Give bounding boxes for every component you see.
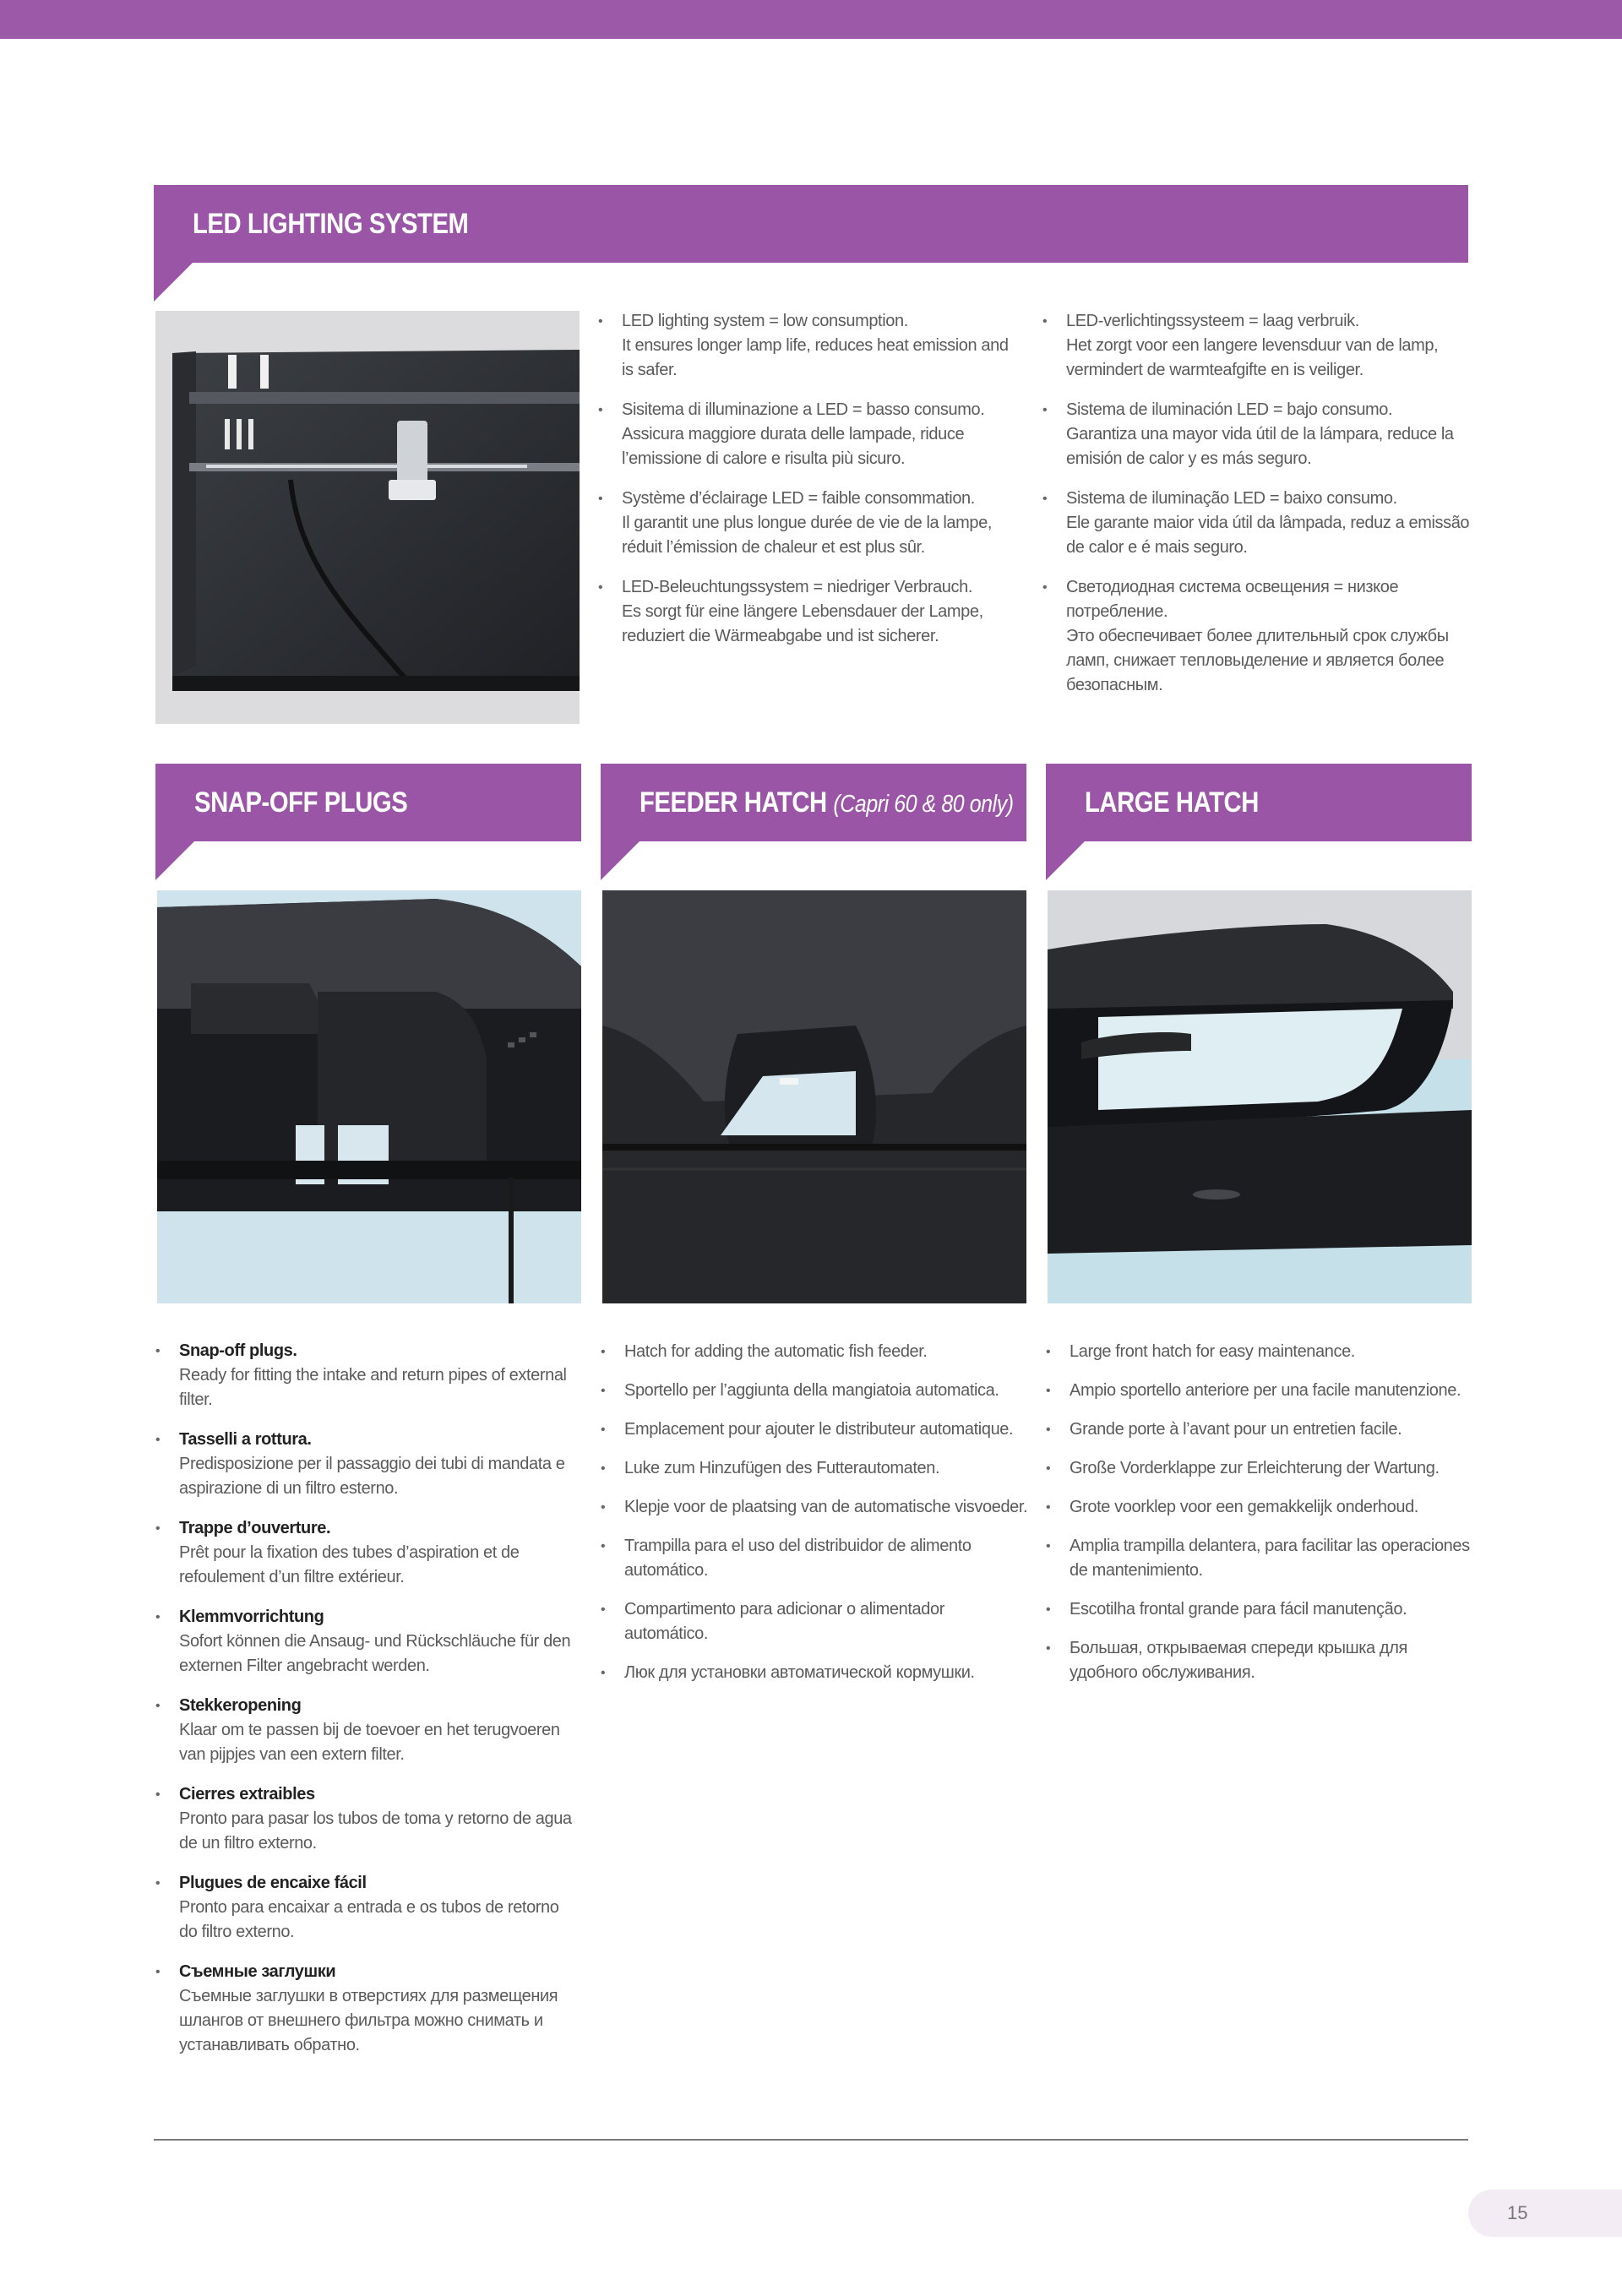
list-item: • Большая, открываемая спереди крышка для удобного обслуживания. xyxy=(1046,1636,1472,1685)
snap-plugs-illustration xyxy=(157,890,581,1303)
section-header-large xyxy=(1046,764,1472,841)
section-title-led: LED LIGHTING SYSTEM xyxy=(193,208,469,240)
list-item: • Stekkeropening Klaar om te passen bij de toevoer en het terugvoeren van pijpjes van een extern filter. xyxy=(155,1694,581,1767)
list-item: • LED-verlichtingssysteem = laag verbruik. Het zorgt voor een langere levensduur van de lamp, vermindert de warmteafgifte en is veiliger. xyxy=(1042,309,1470,383)
led-text-column-1 xyxy=(598,309,1012,664)
list-item: • Système d’éclairage LED = faible consommation. Il garantit une plus longue durée de vie de la lampe, réduit l’émission de chaleur et est plus sûr. xyxy=(598,487,1012,560)
feeder-hatch-illustration xyxy=(602,890,1026,1303)
feeder-hatch-photo xyxy=(602,890,1026,1303)
list-item: • Cierres extraibles Pronto para pasar los tubos de toma y retorno de agua de un filtro externo. xyxy=(155,1782,581,1856)
list-item: • Klemmvorrichtung Sofort können die Ansaug- und Rückschläuche für den externen Filter angebracht werden. xyxy=(155,1605,581,1678)
list-item: • Snap-off plugs. Ready for fitting the intake and return pipes of external filter. xyxy=(155,1339,581,1412)
list-item: • LED lighting system = low consumption. It ensures longer lamp life, reduces heat emission and is safer. xyxy=(598,309,1012,383)
large-hatch-photo xyxy=(1048,890,1472,1303)
list-item: • Светодиодная система освещения = низкое потребление. Это обеспечивает более длительный срок службы ламп, снижает тепловыделение и является более безопасным. xyxy=(1042,575,1470,698)
snap-text-column xyxy=(155,1339,581,2073)
section-title-large: LARGE HATCH xyxy=(1085,786,1259,819)
list-item: • Compartimento para adicionar o alimentador automático. xyxy=(601,1597,1028,1646)
list-item: • Sportello per l’aggiunta della mangiatoia automatica. xyxy=(601,1379,1028,1403)
banner-notch xyxy=(154,263,193,302)
list-item: • Plugues de encaixe fácil Pronto para encaixar a entrada e os tubos de retorno do filtro externo. xyxy=(155,1871,581,1945)
section-title-snap: SNAP-OFF PLUGS xyxy=(194,786,408,819)
list-item: • Klepje voor de plaatsing van de automatische visvoeder. xyxy=(601,1495,1028,1520)
top-accent-bar xyxy=(0,0,1622,39)
list-item: • Grote voorklep voor een gemakkelijk onderhoud. xyxy=(1046,1495,1472,1520)
list-item: • Люк для установки автоматической кормушки. xyxy=(601,1661,1028,1685)
list-item: • Sistema de iluminación LED = bajo consumo. Garantiza una mayor vida útil de la lámpara, reduce la emisión de calor y es más seguro. xyxy=(1042,398,1470,471)
page-number-tab xyxy=(1468,2190,1622,2237)
footer-divider xyxy=(154,2139,1468,2141)
section-subtitle-feeder: (Capri 60 & 80 only) xyxy=(833,791,1014,818)
led-lighting-photo xyxy=(155,311,580,724)
section-header-snap xyxy=(155,764,581,841)
list-item: • Large front hatch for easy maintenance. xyxy=(1046,1340,1472,1364)
list-item: • Luke zum Hinzufügen des Futterautomaten. xyxy=(601,1456,1028,1481)
list-item: • Emplacement pour ajouter le distributeur automatique. xyxy=(601,1417,1028,1442)
snap-off-plugs-photo xyxy=(157,890,581,1303)
page-number: 15 xyxy=(1507,2202,1528,2223)
list-item: • Sistema de iluminação LED = baixo consumo. Ele garante maior vida útil da lâmpada, reduz a emissão de calor e é mais seguro. xyxy=(1042,487,1470,560)
banner-notch xyxy=(601,841,640,880)
list-item: • Grande porte à l’avant pour un entretien facile. xyxy=(1046,1417,1472,1442)
led-text-column-2 xyxy=(1042,309,1470,713)
section-header-led xyxy=(154,185,1468,263)
list-item: • Ampio sportello anteriore per una facile manutenzione. xyxy=(1046,1379,1472,1403)
banner-notch xyxy=(1046,841,1085,880)
list-item: • Trappe d’ouverture. Prêt pour la fixation des tubes d’aspiration et de refoulement d’un filtre extérieur. xyxy=(155,1516,581,1590)
large-hatch-illustration xyxy=(1048,890,1472,1303)
large-text-column xyxy=(1046,1340,1472,1700)
banner-notch xyxy=(155,841,194,880)
list-item: • Съемные заглушки Съемные заглушки в отверстиях для размещения шлангов от внешнего фильтра можно снимать и устанавливать обратно. xyxy=(155,1960,581,2058)
list-item: • Escotilha frontal grande para fácil manutenção. xyxy=(1046,1597,1472,1622)
section-header-feeder xyxy=(601,764,1026,841)
led-lid-illustration xyxy=(155,311,580,724)
list-item: • Hatch for adding the automatic fish feeder. xyxy=(601,1340,1028,1364)
list-item: • LED-Beleuchtungssystem = niedriger Verbrauch. Es sorgt für eine längere Lebensdauer der Lampe, reduziert die Wärmeabgabe und ist sicherer. xyxy=(598,575,1012,649)
list-item: • Sisitema di illuminazione a LED = basso consumo. Assicura maggiore durata delle lampade, riduce l’emissione di calore e risulta più sicuro. xyxy=(598,398,1012,471)
list-item: • Tasselli a rottura. Predisposizione per il passaggio dei tubi di mandata e aspirazione di un filtro esterno. xyxy=(155,1428,581,1501)
list-item: • Amplia trampilla delantera, para facilitar las operaciones de mantenimiento. xyxy=(1046,1534,1472,1583)
section-title-feeder: FEEDER HATCH (Capri 60 & 80 only) xyxy=(640,786,1014,819)
list-item: • Trampilla para el uso del distribuidor de alimento automático. xyxy=(601,1534,1028,1583)
list-item: • Große Vorderklappe zur Erleichterung der Wartung. xyxy=(1046,1456,1472,1481)
feeder-text-column xyxy=(601,1340,1028,1700)
